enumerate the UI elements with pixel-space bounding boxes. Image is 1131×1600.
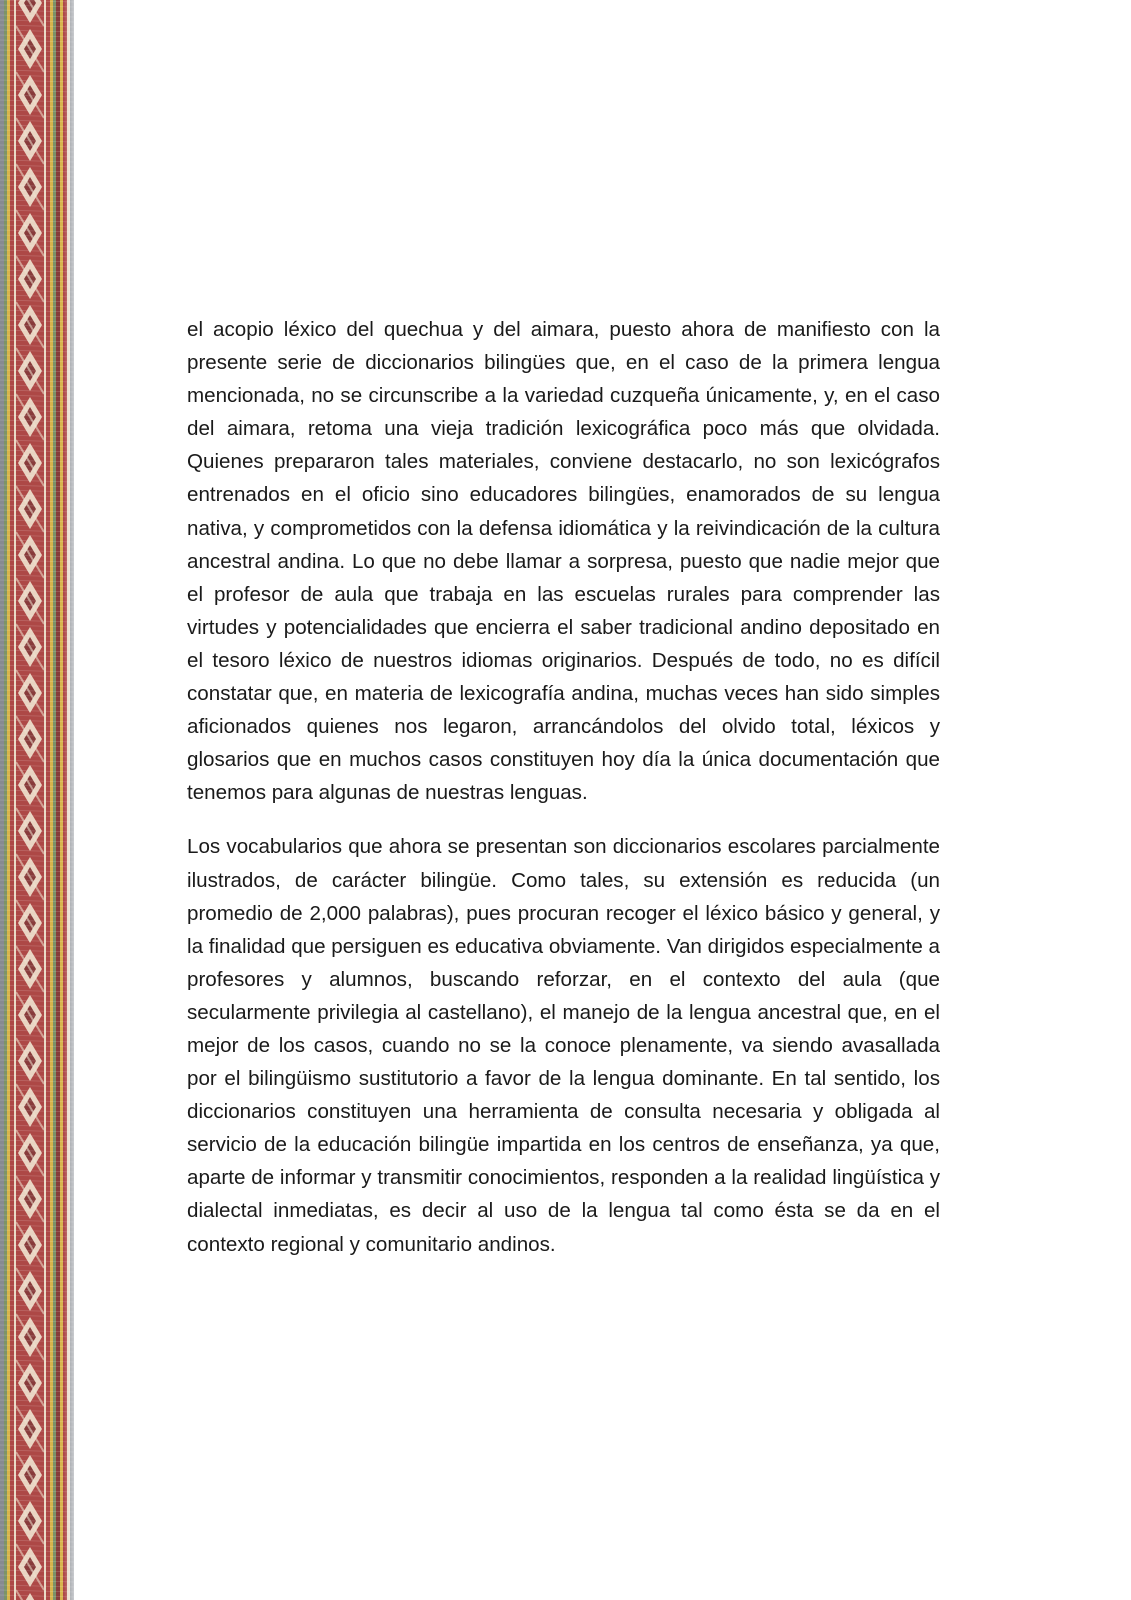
paragraph-2: Los vocabularios que ahora se presentan son diccionarios escolares parcialmente ilustrados, de carácter bilingüe. Como tales, su extensión es reducida (un promedio de 2,000 palabras), pues procuran recoger el léxico básico y general, y la finalidad que persiguen es educativa obviamente. Van dirigidos especialmente a profesores y alumnos, buscando reforzar, en el contexto del aula (que secularmente privilegia al castellano), el manejo de la lengua ancestral que, en el mejor de los casos, cuando no se la conoce plenamente, va siendo avasallada por el bilingüismo sustitutorio a favor de la lengua dominante. En tal sentido, los diccionarios constituyen una herramienta de consulta necesaria y obligada al servicio de la educación bilingüe impartida en los centros de enseñanza, ya que, aparte de informar y transmitir conocimientos, responden a la realidad lingüística y dialectal inmediatas, es decir al uso de la lengua tal como ésta se da en el contexto regional y comunitario andinos. <box>187 835 940 1256</box>
textile-stripe <box>60 0 63 1600</box>
woven-textile-border-icon <box>0 0 74 1600</box>
textile-stripe <box>50 0 53 1600</box>
textile-pattern <box>0 0 74 1600</box>
textile-stripe <box>46 0 50 1600</box>
textile-stripe <box>44 0 46 1600</box>
textile-edge-fade <box>64 0 74 1600</box>
body-text <box>187 313 940 1261</box>
textile-stripe <box>53 0 56 1600</box>
textile-stripe <box>56 0 60 1600</box>
paragraph-1: el acopio léxico del quechua y del aimara, puesto ahora de manifiesto con la presente serie de diccionarios bilingües que, en el caso de la primera lengua mencionada, no se circunscribe a la variedad cuzqueña únicamente, y, en el caso del aimara, retoma una vieja tradición lexicográfica poco más que olvidada. Quienes prepararon tales materiales, conviene destacarlo, no son lexicógrafos entrenados en el oficio sino educadores bilingües, enamorados de su lengua nativa, y comprometidos con la defensa idiomática y la reivindicación de la cultura ancestral andina. Lo que no debe llamar a sorpresa, puesto que nadie mejor que el profesor de aula que trabaja en las escuelas rurales para comprender las virtudes y potencialidades que encierra el saber tradicional andino depositado en el tesoro léxico de nuestros idiomas originarios. Después de todo, no es difícil constatar que, en materia de lexicografía andina, muchas veces han sido simples aficionados quienes nos legaron, arrancándolos del olvido total, léxicos y glosarios que en muchos casos constituyen hoy día la única documentación que tenemos para algunas de nuestras lenguas. <box>187 318 940 805</box>
